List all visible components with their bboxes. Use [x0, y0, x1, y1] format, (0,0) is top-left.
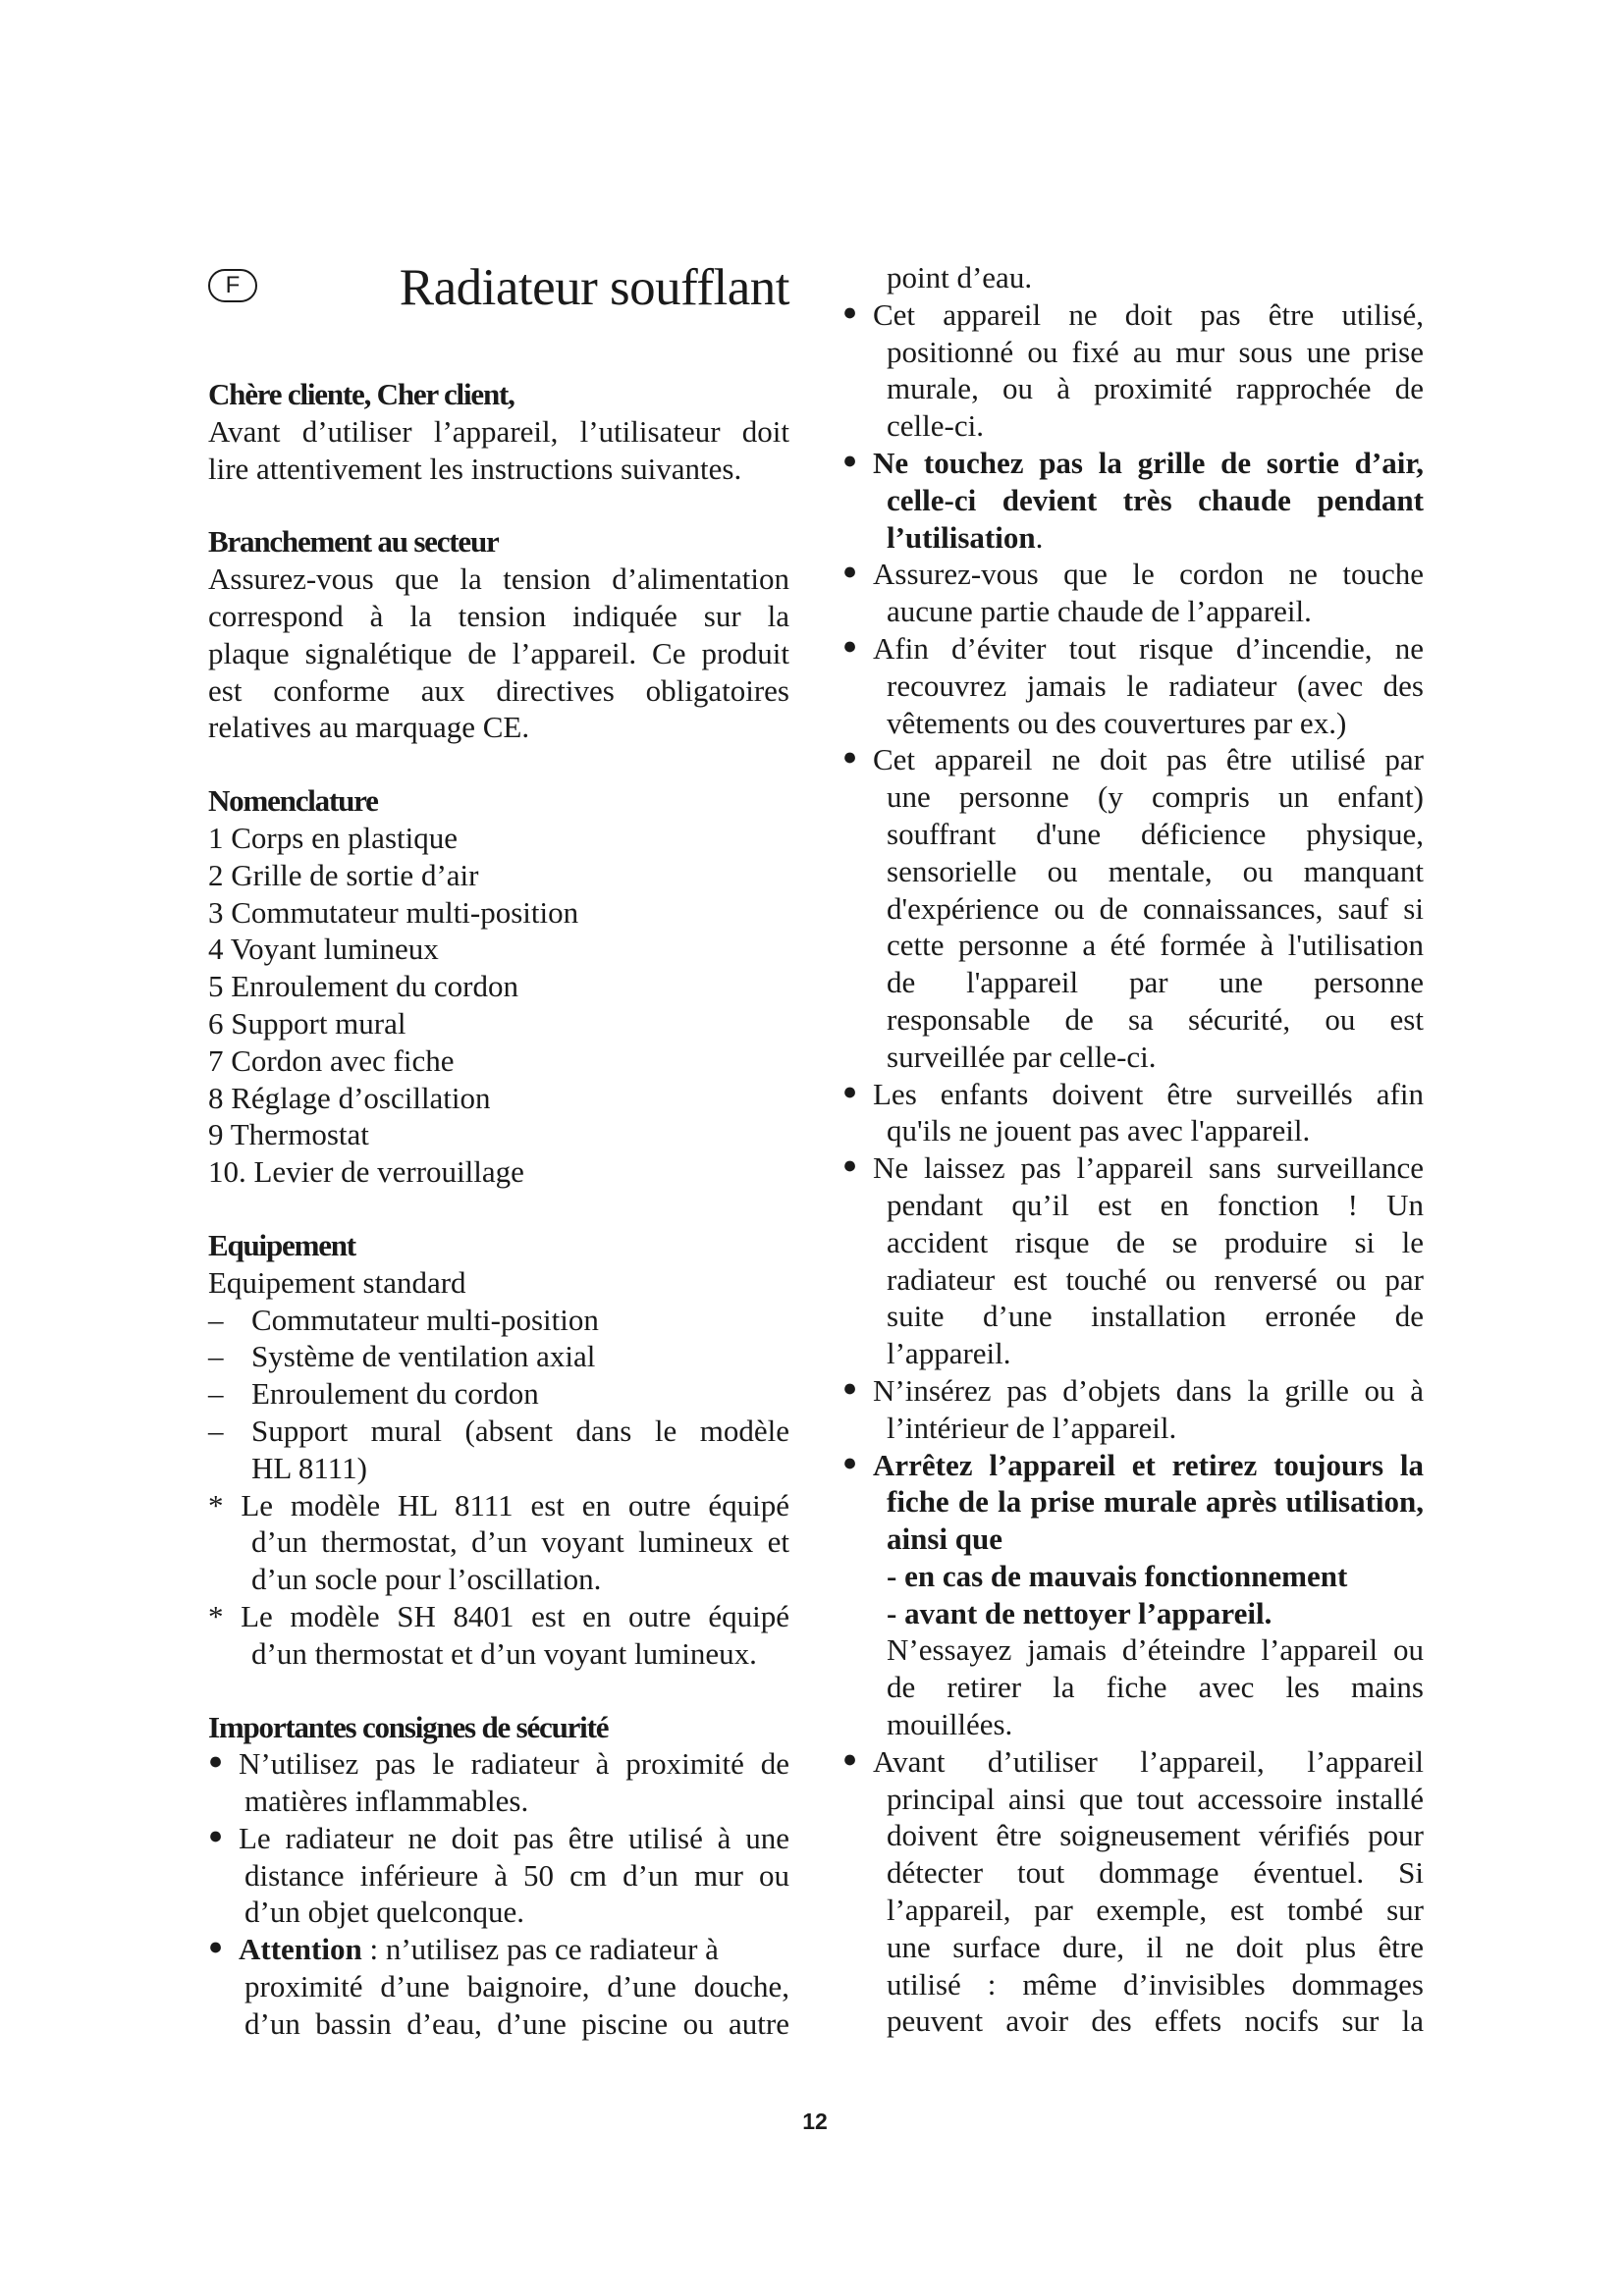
securite-bullet-cont: distance inférieure à 50 cm d’un mur ou — [244, 1857, 789, 1893]
language-badge: F — [208, 269, 257, 302]
continuation: point d’eau. — [887, 260, 1033, 294]
securite-bullet-cont: d’un objet quelconque. — [244, 1895, 524, 1930]
bullet-item-bold: ● Ne touchez pas la grille de sortie d’air, — [842, 445, 1424, 482]
bullet-icon: ● — [208, 1748, 224, 1776]
bullet-cont: une personne (y compris un enfant) — [887, 779, 1424, 815]
bullet-cont: positionné ou fixé au mur sous une prise — [887, 334, 1424, 369]
securite-bullet: ● Attention : n’utilisez pas ce radiateur à — [208, 1931, 789, 1968]
bullet-cont: - en cas de mauvais fonctionnement — [887, 1558, 1348, 1593]
dash-marker: – — [208, 1339, 224, 1374]
bullet-cont: qu'ils ne jouent pas avec l'appareil. — [887, 1113, 1311, 1148]
nomenclature-heading: Nomenclature — [208, 783, 378, 819]
bullet-cont: de retirer la fiche avec les mains — [887, 1670, 1424, 1705]
bullet-cont: l’utilisation. — [887, 519, 1044, 555]
bullet-icon: ● — [842, 1449, 858, 1476]
bullet-cont: fiche de la prise murale après utilisation, — [887, 1484, 1424, 1520]
page-number: 12 — [802, 2109, 828, 2134]
nomenclature-item: 6 Support mural — [208, 1005, 406, 1041]
bullet-cont: - avant de nettoyer l’appareil. — [887, 1595, 1272, 1630]
nomenclature-item: 10. Levier de verrouillage — [208, 1154, 524, 1190]
bullet-cont: radiateur est touché ou renversé ou par — [887, 1261, 1424, 1297]
bullet-cont: d'expérience ou de connaissances, sauf si — [887, 890, 1424, 926]
bullet-cont: l’appareil. — [887, 1336, 1011, 1371]
nomenclature-item: 5 Enroulement du cordon — [208, 969, 518, 1004]
bullet-icon: ● — [842, 632, 858, 660]
dash-marker: – — [208, 1376, 224, 1412]
page-title: Radiateur soufflant — [399, 259, 789, 316]
bullet-icon: ● — [842, 447, 858, 474]
greeting-heading: Chère cliente, Cher client, — [208, 377, 514, 411]
bullet-cont: sensorielle ou mentale, ou manquant — [887, 853, 1424, 888]
securite-bullet-cont: proximité d’une baignoire, d’une douche, — [244, 1969, 789, 2004]
nomenclature-item: 1 Corps en plastique — [208, 820, 458, 855]
equipement-item: – Support mural (absent dans le modèle — [208, 1413, 789, 1448]
bullet-item: ● Cet appareil ne doit pas être utilisé par — [842, 741, 1424, 778]
nomenclature-item: 8 Réglage d’oscillation — [208, 1080, 491, 1115]
bullet-cont: souffrant d'une déficience physique, — [887, 816, 1424, 851]
equipement-note: * Le modèle HL 8111 est en outre équipé — [208, 1487, 789, 1522]
right-column — [842, 259, 1424, 2040]
branchement-line: est conforme aux directives obligatoires — [208, 672, 789, 708]
equipement-note: d’un thermostat, d’un voyant lumineux et — [251, 1524, 789, 1560]
bullet-cont: N’essayez jamais d’éteindre l’appareil ou — [887, 1632, 1424, 1668]
bullet-item: ● Ne laissez pas l’appareil sans surveillance — [842, 1149, 1424, 1187]
branchement-line: correspond à la tension indiquée sur la — [208, 598, 789, 633]
bullet-cont: celle-ci. — [887, 408, 984, 444]
bullet-icon: ● — [842, 1078, 858, 1105]
bullet-item: ● Avant d’utiliser l’appareil, l’appareil — [842, 1743, 1424, 1781]
bullet-cont: utilisé : même d’invisibles dommages — [887, 1966, 1424, 2002]
left-column — [208, 376, 789, 2043]
bullet-cont: celle-ci devient très chaude pendant — [887, 482, 1424, 517]
bullet-cont: vêtements ou des couvertures par ex.) — [887, 705, 1347, 740]
bullet-item: ● Cet appareil ne doit pas être utilisé, — [842, 296, 1424, 334]
nomenclature-item: 4 Voyant lumineux — [208, 932, 439, 967]
greeting-line: lire attentivement les instructions suivantes. — [208, 451, 742, 486]
bullet-cont: surveillée par celle-ci. — [887, 1039, 1157, 1074]
bullet-item-bold: ● Arrêtez l’appareil et retirez toujours la — [842, 1447, 1424, 1484]
nomenclature-item: 2 Grille de sortie d’air — [208, 857, 479, 892]
bullet-cont: mouillées. — [887, 1707, 1013, 1742]
securite-bullet-cont: d’un bassin d’eau, d’une piscine ou autre — [244, 2005, 789, 2041]
bullet-cont: l’intérieur de l’appareil. — [887, 1410, 1177, 1445]
bullet-icon: ● — [842, 1374, 858, 1402]
equipement-note: d’un socle pour l’oscillation. — [251, 1562, 602, 1597]
equipement-item: – Système de ventilation axial — [208, 1339, 596, 1374]
bullet-cont: de l'appareil par une personne — [887, 965, 1424, 1000]
title-row — [208, 253, 789, 322]
bullet-cont: murale, ou à proximité rapprochée de — [887, 371, 1424, 406]
bullet-icon: ● — [842, 559, 858, 586]
bullet-cont: aucune partie chaude de l’appareil. — [887, 594, 1312, 629]
bullet-icon: ● — [842, 1152, 858, 1180]
nomenclature-item: 3 Commutateur multi-position — [208, 894, 579, 930]
bullet-icon: ● — [208, 1822, 224, 1849]
bullet-item: ● Assurez-vous que le cordon ne touche — [842, 556, 1424, 593]
branchement-heading: Branchement au secteur — [208, 524, 499, 560]
bullet-cont: suite d’une installation erronée de — [887, 1299, 1424, 1334]
branchement-line: plaque signalétique de l’appareil. Ce produit — [208, 635, 789, 670]
equipement-note: d’un thermostat et d’un voyant lumineux. — [251, 1635, 757, 1671]
branchement-line: relatives au marquage CE. — [208, 710, 530, 745]
equipement-item-cont: HL 8111) — [251, 1450, 367, 1485]
dash-marker: – — [208, 1413, 224, 1448]
bullet-cont: doivent être soigneusement vérifiés pour — [887, 1818, 1424, 1853]
bullet-item: ● N’insérez pas d’objets dans la grille ou à — [842, 1372, 1424, 1410]
bullet-cont: recouvrez jamais le radiateur (avec des — [887, 667, 1424, 703]
bullet-item: ● Les enfants doivent être surveillés afin — [842, 1076, 1424, 1113]
branchement-line: Assurez-vous que la tension d’alimentation — [208, 561, 789, 597]
bullet-cont: détecter tout dommage éventuel. Si — [887, 1855, 1424, 1891]
bullet-cont: accident risque de se produire si le — [887, 1224, 1424, 1259]
bullet-cont: ainsi que — [887, 1522, 1003, 1557]
attention-label: Attention — [239, 1932, 362, 1967]
nomenclature-item: 9 Thermostat — [208, 1117, 369, 1152]
securite-bullet-cont: matières inflammables. — [244, 1784, 529, 1819]
securite-bullet: ● Le radiateur ne doit pas être utilisé à une — [208, 1820, 789, 1857]
equipement-heading: Equipement — [208, 1227, 355, 1262]
greeting-line: Avant d’utiliser l’appareil, l’utilisateur doit — [208, 413, 789, 449]
securite-bullet: ● N’utilisez pas le radiateur à proximité de — [208, 1745, 789, 1783]
nomenclature-item: 7 Cordon avec fiche — [208, 1042, 455, 1078]
bullet-cont: une surface dure, il ne doit plus être — [887, 1929, 1424, 1964]
bullet-cont: responsable de sa sécurité, ou est — [887, 1001, 1424, 1037]
bullet-cont: cette personne a été formée à l'utilisation — [887, 928, 1424, 963]
bullet-cont: l’appareil, par exemple, est tombé sur — [887, 1893, 1424, 1928]
equipement-note: * Le modèle SH 8401 est en outre équipé — [208, 1598, 789, 1633]
bullet-cont: pendant qu’il est en fonction ! Un — [887, 1187, 1424, 1222]
bullet-icon: ● — [842, 298, 858, 326]
bullet-cont: peuvent avoir des effets nocifs sur la — [887, 2003, 1424, 2039]
bullet-item: ● Afin d’éviter tout risque d’incendie, ne — [842, 630, 1424, 667]
bullet-icon: ● — [842, 1745, 858, 1773]
bullet-icon: ● — [208, 1934, 224, 1961]
bullet-cont: principal ainsi que tout accessoire installé — [887, 1781, 1424, 1816]
securite-heading: Importantes consignes de sécurité — [208, 1709, 609, 1744]
equipement-subheading: Equipement standard — [208, 1264, 466, 1300]
equipement-item: – Enroulement du cordon — [208, 1376, 539, 1412]
equipement-item: – Commutateur multi-position — [208, 1302, 599, 1337]
dash-marker: – — [208, 1302, 224, 1337]
bullet-icon: ● — [842, 744, 858, 772]
